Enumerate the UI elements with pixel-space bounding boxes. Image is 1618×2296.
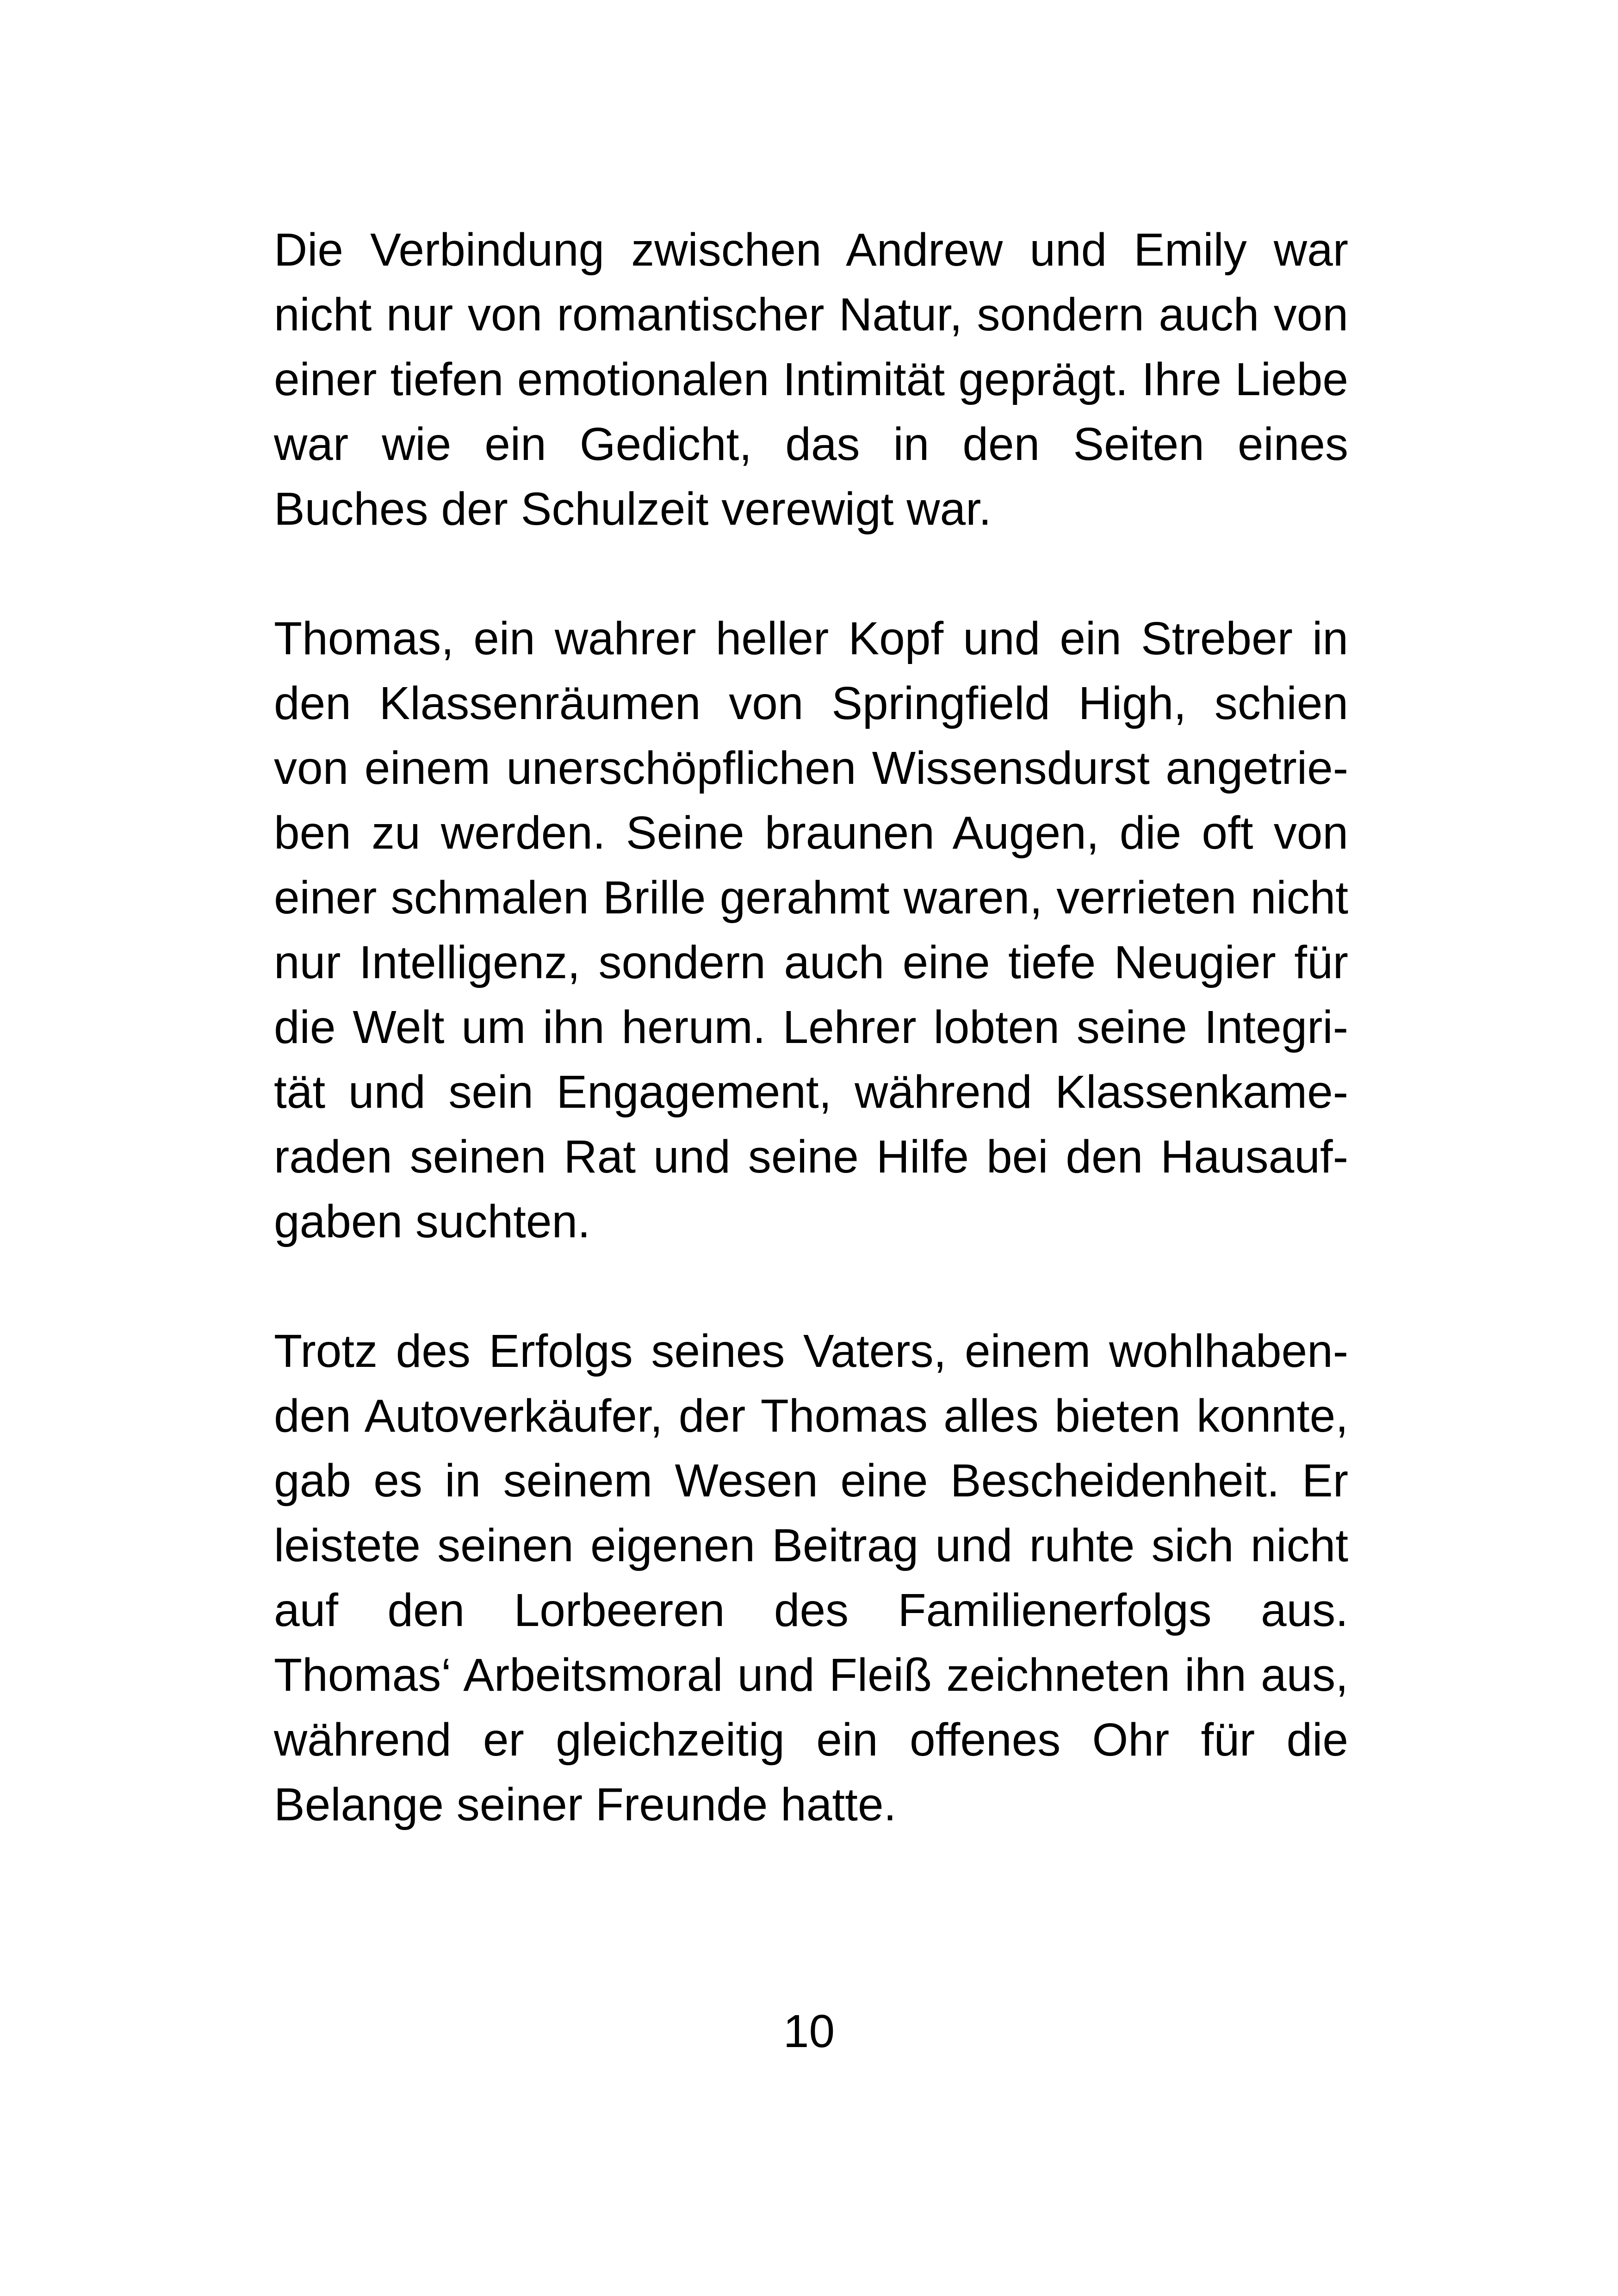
paragraph-3: Trotz des Erfolgs seines Vaters, einem wohlhabenden Autoverkäufer, der Thomas alles bieten konnte, gab es in seinem Wesen eine Bescheidenheit. Er leistete seinen eigenen Beitrag und ruhte sich nicht auf den Lorbeeren des Familienerfolgs aus. Thomas‘ Arbeitsmoral und Fleiß zeichneten ihn aus, während er gleichzeitig ein offenes Ohr für die Belange seiner Freunde hatte. — [274, 1325, 1348, 1831]
page-number: 10 — [783, 2005, 835, 2057]
paragraph-1: Die Verbindung zwischen Andrew und Emily war nicht nur von romantischer Natur, sondern auch von einer tiefen emotionalen Intimität geprägt. Ihre Liebe war wie ein Gedicht, das in den Seiten eines Buches der Schulzeit verewigt war. — [274, 224, 1348, 535]
paragraph-2: Thomas, ein wahrer heller Kopf und ein Streber in den Klassenräumen von Springfield High, schien von einem unerschöpflichen Wissensdurst angetrieben zu werden. Seine braunen Augen, die oft von einer schmalen Brille gerahmt waren, verrieten nicht nur Intelligenz, sondern auch eine tiefe Neugier für die Welt um ihn herum. Lehrer lobten seine Integrität und sein Engagement, während Klassenkameraden seinen Rat und seine Hilfe bei den Hausaufgaben suchten. — [274, 613, 1348, 1247]
body-text — [274, 217, 1348, 1837]
